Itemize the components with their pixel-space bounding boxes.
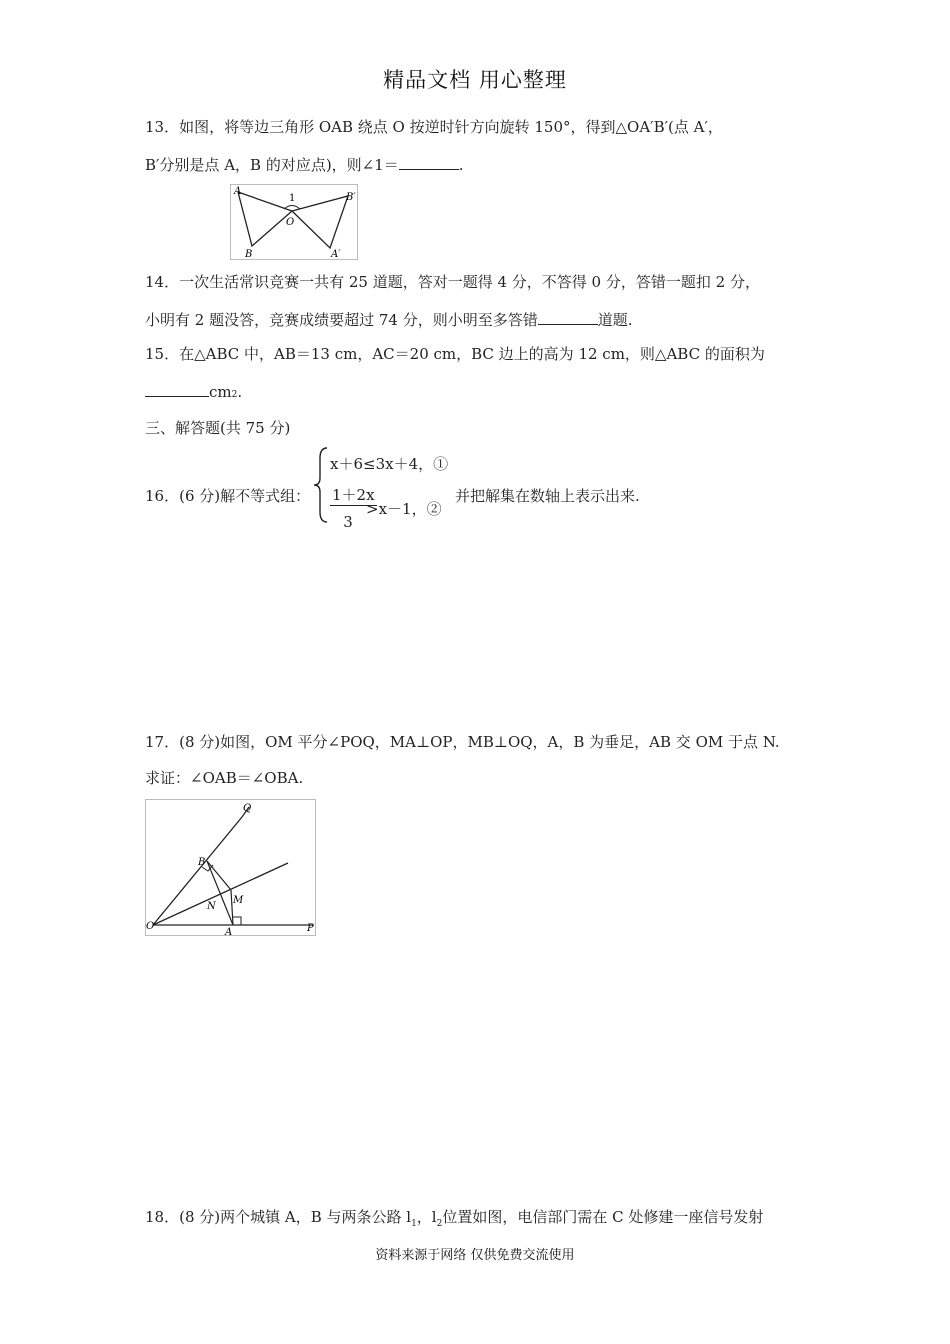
q13-label-b-prime: B′ bbox=[346, 192, 356, 203]
q17-label-a: A bbox=[225, 927, 233, 937]
section-title: 三、解答题(共 75 分) bbox=[145, 419, 291, 437]
q15-end: . bbox=[237, 383, 243, 401]
q13-line2 bbox=[145, 153, 464, 175]
q13-label-o: O bbox=[286, 217, 295, 228]
q17-label-o: O bbox=[146, 921, 155, 932]
q17-right-angle-a bbox=[233, 917, 241, 925]
q15-answer-blank bbox=[145, 380, 209, 397]
q13-answer-blank bbox=[399, 153, 459, 170]
q18-sub-2: 2 bbox=[436, 1219, 443, 1229]
q16-suffix: 并把解集在数轴上表示出来. bbox=[455, 487, 640, 505]
q18-sub-1: 1 bbox=[411, 1219, 417, 1229]
q13-triangle-oab bbox=[238, 192, 295, 246]
q14-text: 小明有 2 题没答，竞赛成绩要超过 74 分，则小明至多答错 bbox=[145, 311, 538, 329]
q16-fraction-numerator bbox=[330, 485, 375, 506]
q17-label-q: Q bbox=[243, 803, 252, 814]
q14-answer-blank bbox=[538, 308, 598, 325]
q17-label-m: M bbox=[233, 895, 244, 906]
q13-figure bbox=[230, 184, 358, 260]
q13-label-a: A bbox=[234, 186, 242, 197]
page-footer: 资料来源于网络 仅供免费交流使用 bbox=[375, 1248, 575, 1263]
q13-text: B′分别是点 A，B 的对应点)，则∠1＝ bbox=[145, 156, 399, 174]
q16-inequality-1: x＋6≤3x＋4，① bbox=[330, 455, 449, 473]
q17-figure bbox=[145, 799, 317, 937]
q17-ray-oq bbox=[153, 817, 242, 925]
q18-text-b: 位置如图，电信部门需在 C 处修建一座信号发射 bbox=[442, 1208, 764, 1226]
q14-line1: 14．一次生活常识竞赛一共有 25 道题，答对一题得 4 分，不答得 0 分，答错一题扣 2 分， bbox=[145, 273, 760, 291]
q17-segment-ba bbox=[207, 861, 233, 925]
q18-text-mid: ，l bbox=[416, 1208, 437, 1226]
q16-fraction-denominator: 3 bbox=[343, 513, 353, 531]
q16-prefix: 16．(6 分)解不等式组： bbox=[145, 487, 311, 505]
q13-line1: 13．如图，将等边三角形 OAB 绕点 O 按逆时针方向旋转 150°，得到△OA′B′(点 A′， bbox=[145, 118, 723, 136]
q17-label-n: N bbox=[207, 901, 216, 912]
q16-numerator: 1＋2x bbox=[332, 486, 375, 504]
q13-end: . bbox=[458, 156, 464, 174]
q14-end: 道题. bbox=[597, 311, 633, 329]
q15-line1: 15．在△ABC 中，AB＝13 cm，AC＝20 cm，BC 边上的高为 12 cm，则△ABC 的面积为 bbox=[145, 345, 765, 363]
q15-unit-power: 2 bbox=[231, 390, 238, 400]
q15-unit: cm bbox=[209, 383, 232, 401]
q17-label-b: B bbox=[198, 857, 206, 868]
q17-line1: 17．(8 分)如图，OM 平分∠POQ，MA⊥OP，MB⊥OQ，A，B 为垂足，AB 交 OM 于点 N. bbox=[145, 733, 780, 751]
q17-line2: 求证：∠OAB＝∠OBA. bbox=[145, 769, 304, 787]
q13-triangle-oab-rotated bbox=[292, 196, 348, 248]
q13-label-a-prime: A′ bbox=[331, 249, 341, 260]
q17-label-p: P bbox=[307, 923, 314, 934]
q18-text-a: 18．(8 分)两个城镇 A，B 与两条公路 l bbox=[145, 1208, 412, 1226]
q17-segment-bm bbox=[207, 861, 231, 890]
page-header: 精品文档 用心整理 bbox=[383, 68, 567, 92]
q18-line1 bbox=[145, 1207, 763, 1234]
q14-line2 bbox=[145, 308, 633, 330]
q13-label-1: 1 bbox=[289, 193, 296, 204]
q16-brace bbox=[312, 446, 330, 524]
q13-label-b: B bbox=[245, 249, 253, 260]
q16-inequality-2-rest: >x－1，② bbox=[366, 500, 442, 518]
q15-line2 bbox=[145, 380, 242, 405]
